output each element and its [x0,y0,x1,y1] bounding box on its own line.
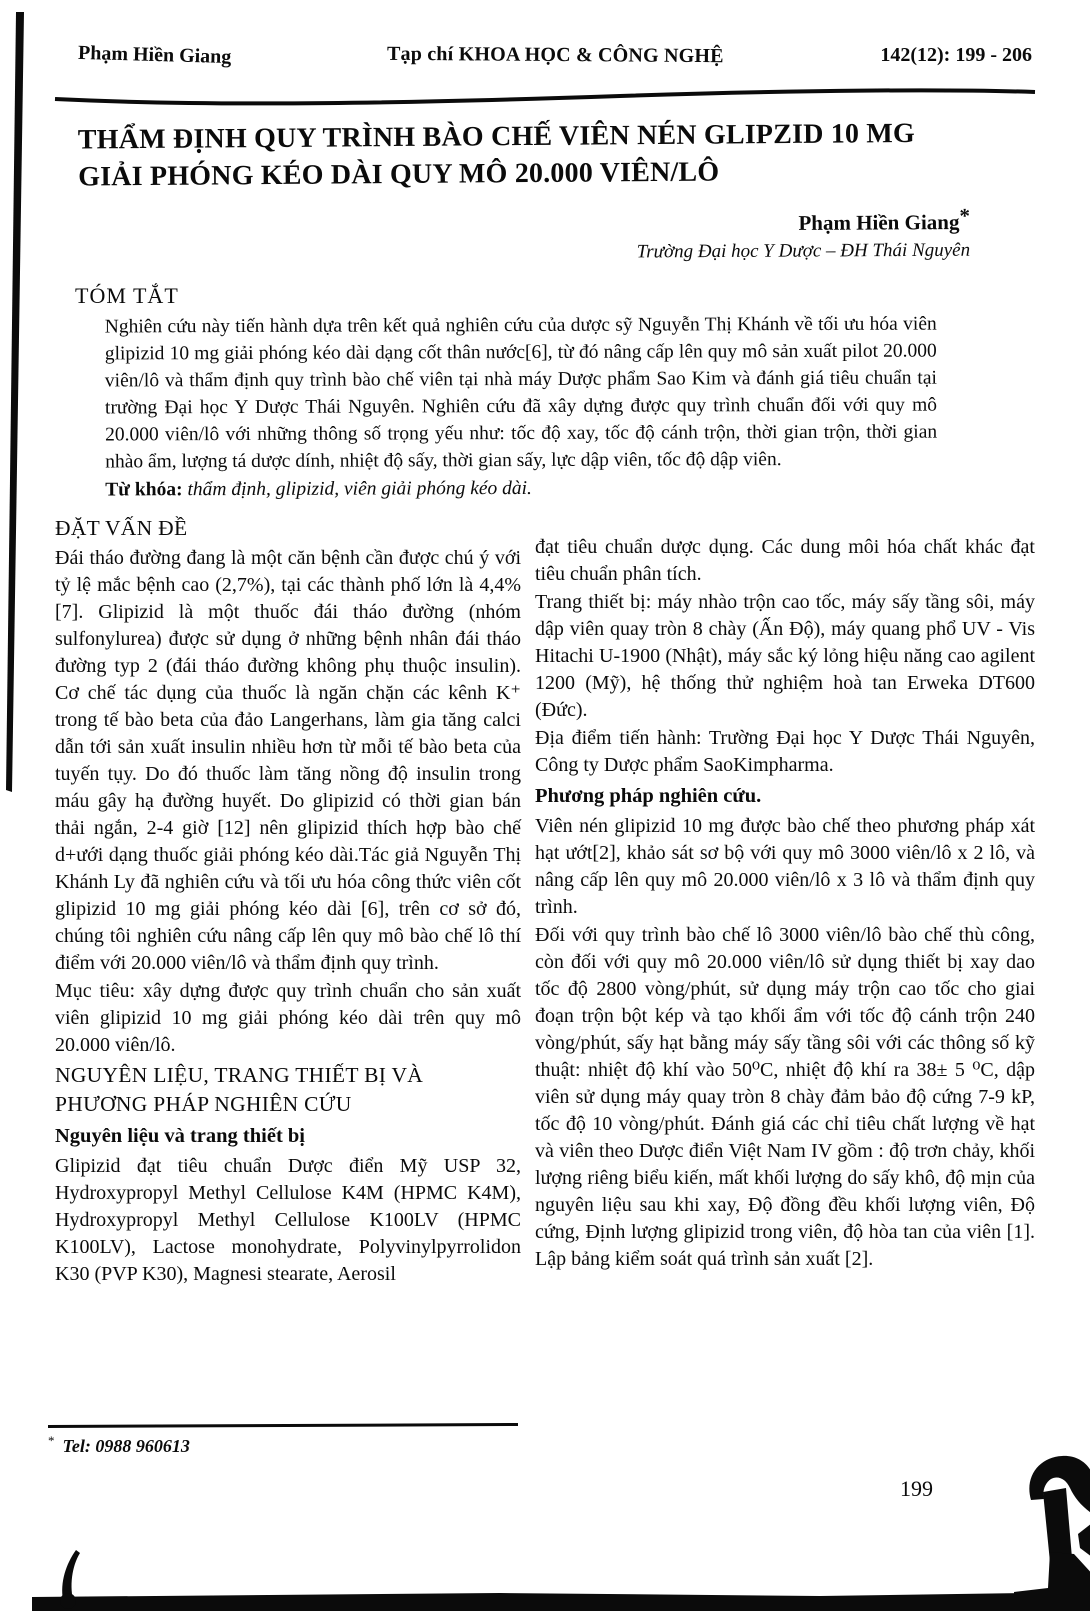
article-title-line1: THẨM ĐỊNH QUY TRÌNH BÀO CHẾ VIÊN NÉN GLIPZID 10 MG [77,117,916,156]
page-number: 199 [900,1476,933,1501]
article-title [78,114,979,195]
byline-author: Phạm Hiền Giang* [798,203,970,235]
paragraph: Mục tiêu: xây dựng được quy trình chuẩn cho sản xuất viên glipizid 10 mg giải phóng kéo dài trên quy mô 20.000 viên/lô. [55,980,521,1056]
author-footnote-mark: * [959,203,970,228]
running-head [77,41,1032,69]
abstract-text: Nghiên cứu này tiến hành dựa trên kết quả nghiên cứu của dược sỹ Nguyễn Thị Khánh về tối ưu hóa viên glipizid 10 mg giải phóng kéo dài dạng cốt thân nước[6], từ đó nâng cấp lên quy mô sản xuất pilot 20.000 viên/lô và thẩm định quy trình bào chế viên tại nhà máy Dược phẩm Sao Kim và đánh giá tiêu chuẩn tại trường Đại học Y Dược Thái Nguyên. Nghiên cứu đã xây dựng được quy trình chuẩn đối với quy mô 20.000 viên/lô với những thông số trọng yếu như: tốc độ xay, tốc độ cánh trộn, thời gian trộn, thời gian nhào ẩm, lượng tá dược dính, nhiệt độ sấy, thời gian sấy, lực dập viên, tốc độ dập viên. [104,313,938,473]
ink-blob-right-notch [1078,1520,1090,1560]
running-head-journal: Tạp chí KHOA HỌC & CÔNG NGHỆ [387,42,725,68]
footnote-mark: * [48,1433,55,1448]
subsection-heading-phuong-phap: Phương pháp nghiên cứu. [535,785,762,807]
ink-blob-artifact [1029,1456,1090,1516]
running-head-author: Phạm Hiền Giang [77,41,232,69]
right-column [535,512,1035,1289]
paragraph: Glipizid đạt tiêu chuẩn Dược điển Mỹ USP 32, Hydroxypropyl Methyl Cellulose K4M (HPMC K4M), Hydroxypropyl Methyl Cellulose K100LV (HPMC K100LV), Lactose monohydrate, Polyvinylpyrrolidon K30 (PVP K30), Magnesi stearate, Aerosil [55,1155,521,1285]
footnote [48,1424,518,1457]
column-spacer [535,512,1035,534]
footnote-text: Tel: 0988 960613 [62,1436,190,1456]
keywords-line [105,474,937,504]
keywords-label: Từ khóa: [105,479,183,501]
section-heading-nguyen-lieu: NGUYÊN LIỆU, TRANG THIẾT BỊ VÀ PHƯƠNG PHÁP NGHIÊN CỨU [55,1063,424,1116]
paragraph: đạt tiêu chuẩn dược dụng. Các dung môi hóa chất khác đạt tiêu chuẩn phân tích. [535,536,1035,585]
abstract [105,311,938,504]
pen-curl-artifact [62,1550,80,1604]
paragraph: Trang thiết bị: máy nhào trộn cao tốc, máy sấy tầng sôi, máy dập viên quay tròn 8 chày (Ấn Độ), máy quang phổ UV - Vis Hitachi U-1900 (Nhật), máy sắc ký lỏng hiệu năng cao agilent 1200 (Mỹ), hệ thống thử nghiệm hoà tan Erweka DT600 (Đức). [535,591,1035,721]
byline [78,203,970,269]
ink-blob-foot [1014,1552,1090,1611]
header-rule [55,90,1035,103]
subsection-heading-nguyen-lieu: Nguyên liệu và trang thiết bị [55,1125,305,1147]
keywords-text: thẩm định, glipizid, viên giải phóng kéo dài. [187,477,532,501]
section-heading-dat-van-de: ĐẶT VẤN ĐỀ [55,516,188,540]
paragraph: Địa điểm tiến hành: Trường Đại học Y Dược Thái Nguyên, Công ty Dược phẩm SaoKimpharma. [535,727,1035,776]
paragraph: Viên nén glipizid 10 mg được bào chế theo phương pháp xát hạt ướt[2], khảo sát sơ bộ với quy mô 3000 viên/lô x 2 lô, và nâng cấp lên quy mô 20.000 viên/lô x 3 lô và thẩm định quy trình. [535,815,1035,918]
paragraph: Đái tháo đường đang là một căn bệnh cần được chú ý với tỷ lệ mắc bệnh cao (2,7%), tại các thành phố lớn là 4,4%[7]. Glipizid là một thuốc đái tháo đường (nhóm sulfonylurea) được sử dụng ở những bệnh nhân đái tháo đường typ 2 (đái tháo đường không phụ thuộc insulin). Cơ chế tác dụng của thuốc là ngăn chặn các kênh K⁺ trong tế bào beta của đảo Langerhans, làm gia tăng calci dẫn tới sản xuất insulin nhiều hơn từ mỗi tế bào beta của tuyến tụy. Do đó thuốc làm tăng nồng độ insulin trong máu gây hạ đường huyết. Do glipizid có thời gian bán thải ngắn, 2-4 giờ [12] nên glipizid thích hợp bào chế d+ưới dạng thuốc giải phóng kéo dài.Tác giả Nguyễn Thị Khánh Ly đã nghiên cứu và tối ưu hóa công thức viên cốt glipizid 10 mg giải phóng kéo dài [6], trên cơ sở đó, chúng tôi nghiên cứu nâng cấp lên quy mô bào chế lô thí điểm với 20.000 viên/lô và thẩm định quy trình. [55,547,521,974]
footnote-rule [48,1423,518,1428]
running-head-issue: 142(12): 199 - 206 [880,44,1032,66]
article-body [55,512,1035,1289]
left-edge-line-artifact [6,12,24,792]
bottom-edge-bar-artifact [32,1592,1090,1611]
left-column [55,512,521,1289]
abstract-heading: TÓM TẮT [75,283,179,308]
ink-blob-stem [1043,1488,1072,1562]
pen-curl-blob [60,1593,76,1609]
paragraph: Đối với quy trình bào chế lô 3000 viên/lô bào chế thù công, còn đối với quy mô 20.000 viên/lô sử dụng thiết bị xay dao tốc độ 2800 vòng/phút, sử dụng máy trộn cao tốc cho giai đoạn trộn bột kép và tạo khối ẩm với tốc độ cánh trộn 240 vòng/phút, sấy hạt bằng máy sấy tầng sôi với các thông số kỹ thuật: nhiệt độ khí vào 50⁰C, nhiệt độ khí ra 38± 5 ⁰C, dập viên sử dụng máy quay tròn 8 chày đảm bảo độ cứng 7-9 kP, tốc độ 10 vòng/phút. Đánh giá các chỉ tiêu chất lượng về hạt và viên theo Dược điển Việt Nam IV gồm : độ trơn chảy, khối lượng riêng biểu kiến, mất khối lượng do sấy khô, độ mịn của nguyên liệu sau khi xay, Độ đồng đều khối lượng viên, Độ cứng, Định lượng glipizid trong viên, độ hòa tan của viên [1]. Lập bảng kiểm soát quá trình sản xuất [2]. [535,924,1035,1270]
article-title-line2: GIẢI PHÓNG KÉO DÀI QUY MÔ 20.000 VIÊN/LÔ [78,156,720,193]
byline-affiliation: Trường Đại học Y Dược – ĐH Thái Nguyên [636,239,971,263]
